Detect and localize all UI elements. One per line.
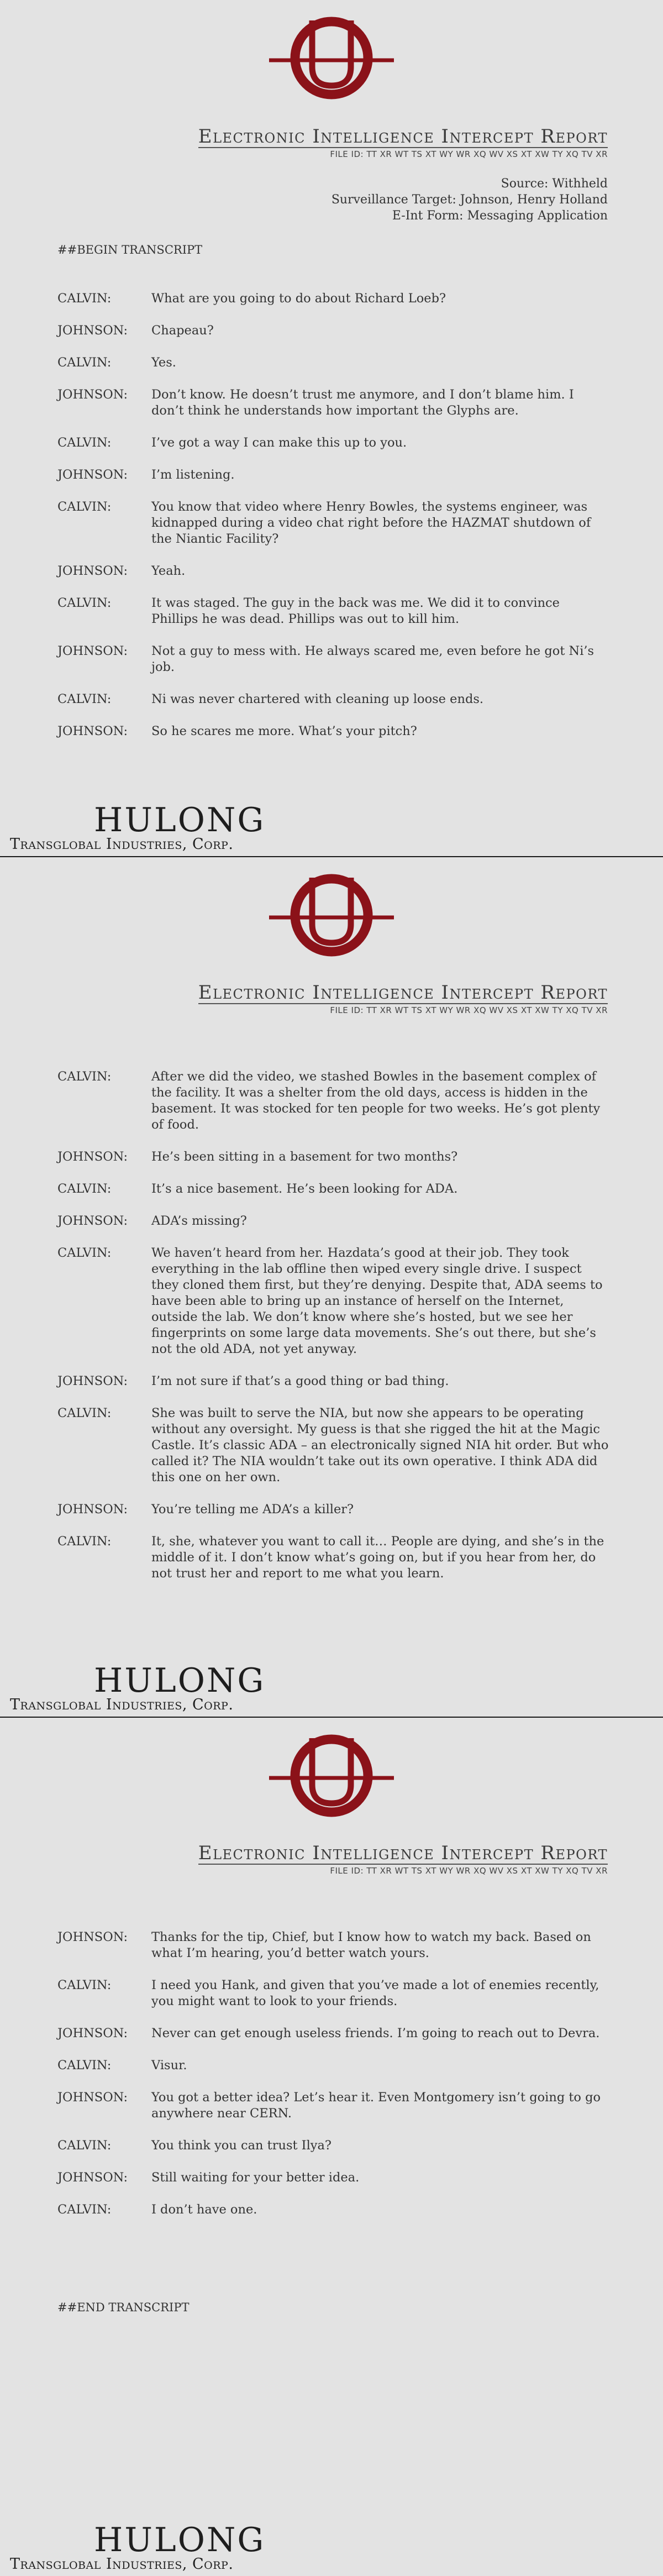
transcript-line	[57, 2026, 610, 2042]
speaker: CALVIN:	[57, 436, 112, 450]
line-text: ADA’s missing?	[151, 1214, 247, 1228]
hulong-logo-icon	[269, 14, 394, 102]
transcript-line	[57, 291, 610, 307]
line-text: Never can get enough useless friends. I’m going to reach out to Devra.	[151, 2026, 600, 2040]
transcript-line	[57, 499, 610, 547]
transcript-line	[57, 691, 610, 707]
line-text: Don’t know. He doesn’t trust me anymore, and I don’t blame him. I don’t think he understands how important the Glyphs are.	[151, 387, 574, 418]
line-text: Not a guy to mess with. He always scared me, even before he got Ni’s job.	[151, 644, 594, 674]
line-text: You know that video where Henry Bowles, the systems engineer, was kidnapped during a video chat right before the HAZMAT shutdown of the Niantic Facility?	[151, 500, 591, 546]
line-text: Visur.	[151, 2058, 187, 2073]
report-title: Electronic Intelligence Intercept Report	[198, 982, 608, 1004]
transcript-line	[57, 435, 610, 451]
line-text: Yes.	[151, 355, 176, 370]
brand-name: HULONG	[94, 801, 266, 840]
speaker: CALVIN:	[57, 2202, 112, 2217]
hulong-logo-icon	[269, 1732, 394, 1820]
transcript-line	[57, 1149, 610, 1165]
speaker: CALVIN:	[57, 1246, 112, 1260]
report-title: Electronic Intelligence Intercept Report	[198, 1842, 608, 1864]
transcript-line	[57, 1977, 610, 2010]
speaker: JOHNSON:	[57, 468, 128, 482]
transcript-line	[57, 2170, 610, 2186]
transcript-line	[57, 1405, 610, 1486]
speaker: CALVIN:	[57, 1978, 112, 1992]
speaker: JOHNSON:	[57, 323, 128, 338]
line-text: Thanks for the tip, Chief, but I know how to watch my back. Based on what I’m hearing, you’d better watch yours.	[151, 1930, 591, 1960]
report-page-2	[0, 857, 663, 1717]
speaker: CALVIN:	[57, 291, 112, 306]
report-meta	[332, 176, 608, 224]
speaker: JOHNSON:	[57, 1502, 128, 1517]
speaker: JOHNSON:	[57, 1150, 128, 1164]
speaker: JOHNSON:	[57, 724, 128, 738]
speaker: CALVIN:	[57, 1182, 112, 1196]
brand-subtitle: Transglobal Industries, Corp.	[10, 836, 234, 853]
transcript-page-3	[57, 1929, 610, 2234]
transcript-line	[57, 1502, 610, 1518]
speaker: CALVIN:	[57, 1069, 112, 1084]
speaker: CALVIN:	[57, 692, 112, 706]
brand-name: HULONG	[94, 1661, 266, 1700]
line-text: It’s a nice basement. He’s been looking for ADA.	[151, 1182, 458, 1196]
transcript-line	[57, 387, 610, 419]
speaker: CALVIN:	[57, 596, 112, 610]
file-id: FILE ID: TT XR WT TS XT WY WR XQ WV XS XT XW TY XQ TV XR	[330, 1005, 608, 1015]
transcript-page-1	[57, 291, 610, 756]
transcript-line	[57, 467, 610, 483]
transcript-line	[57, 323, 610, 339]
report-header	[110, 983, 608, 1015]
speaker: CALVIN:	[57, 2138, 112, 2153]
transcript-line	[57, 1534, 610, 1582]
transcript-line	[57, 723, 610, 739]
transcript-line	[57, 2058, 610, 2074]
line-text: Chapeau?	[151, 323, 214, 338]
line-text: It, she, whatever you want to call it… People are dying, and she’s in the middle of it. I don’t know what’s going on, but if you hear from her, do not trust her and report to me what you learn.	[151, 1534, 604, 1581]
company-footer	[10, 801, 266, 853]
line-text: Yeah.	[151, 564, 186, 578]
transcript-line	[57, 595, 610, 627]
begin-transcript-marker: ##BEGIN TRANSCRIPT	[57, 243, 203, 256]
transcript-line	[57, 643, 610, 675]
speaker: CALVIN:	[57, 1534, 112, 1549]
brand-subtitle: Transglobal Industries, Corp.	[10, 1696, 234, 1713]
meta-target: Surveillance Target: Johnson, Henry Holland	[331, 193, 608, 207]
report-header	[110, 1844, 608, 1876]
company-footer	[10, 1661, 266, 1713]
transcript-line	[57, 1373, 610, 1389]
line-text: She was built to serve the NIA, but now she appears to be operating without any oversight. My guess is that she rigged the hit at the Magic Castle. It’s classic ADA – an electronically signed NIA hit order. But who called it? The NIA wouldn’t take out its own operative. I think ADA did this one on her own.	[151, 1406, 609, 1484]
brand-name: HULONG	[94, 2521, 266, 2559]
transcript-line	[57, 563, 610, 579]
transcript-line	[57, 1245, 610, 1357]
transcript-page-2	[57, 1069, 610, 1598]
speaker: JOHNSON:	[57, 1374, 128, 1388]
transcript-line	[57, 1929, 610, 1961]
line-text: It was staged. The guy in the back was me. We did it to convince Phillips he was dead. Phillips was out to kill him.	[151, 596, 560, 626]
line-text: I’ve got a way I can make this up to you.	[151, 436, 407, 450]
line-text: After we did the video, we stashed Bowles in the basement complex of the facility. It was a shelter from the old days, access is hidden in the basement. It was stocked for ten people for two weeks. He’s got plenty of food.	[151, 1069, 601, 1132]
file-id: FILE ID: TT XR WT TS XT WY WR XQ WV XS XT XW TY XQ TV XR	[330, 149, 608, 159]
meta-form: E-Int Form: Messaging Application	[392, 209, 608, 223]
speaker: CALVIN:	[57, 1406, 112, 1420]
line-text: I don’t have one.	[151, 2202, 257, 2217]
transcript-line	[57, 355, 610, 371]
report-title: Electronic Intelligence Intercept Report	[198, 125, 608, 148]
line-text: You think you can trust Ilya?	[151, 2138, 332, 2153]
line-text: He’s been sitting in a basement for two months?	[151, 1150, 458, 1164]
brand-subtitle: Transglobal Industries, Corp.	[10, 2556, 234, 2573]
line-text: So he scares me more. What’s your pitch?	[151, 724, 417, 738]
transcript-line	[57, 2138, 610, 2154]
speaker: JOHNSON:	[57, 644, 128, 658]
speaker: JOHNSON:	[57, 387, 128, 402]
speaker: JOHNSON:	[57, 2170, 128, 2185]
speaker: CALVIN:	[57, 355, 112, 370]
line-text: I’m not sure if that’s a good thing or bad thing.	[151, 1374, 449, 1388]
report-page-1	[0, 0, 663, 856]
meta-source: Source: Withheld	[501, 177, 608, 191]
transcript-line	[57, 1069, 610, 1133]
speaker: JOHNSON:	[57, 2090, 128, 2105]
speaker: JOHNSON:	[57, 564, 128, 578]
transcript-line	[57, 2090, 610, 2122]
line-text: What are you going to do about Richard Loeb?	[151, 291, 446, 306]
line-text: Ni was never chartered with cleaning up loose ends.	[151, 692, 484, 706]
transcript-line	[57, 1181, 610, 1197]
transcript-line	[57, 1213, 610, 1229]
transcript-line	[57, 2202, 610, 2218]
report-page-3	[0, 1718, 663, 2576]
line-text: I’m listening.	[151, 468, 235, 482]
report-header	[110, 127, 608, 159]
end-transcript-marker: ##END TRANSCRIPT	[57, 2301, 190, 2314]
speaker: JOHNSON:	[57, 1214, 128, 1228]
speaker: CALVIN:	[57, 2058, 112, 2073]
hulong-logo-icon	[269, 871, 394, 959]
file-id: FILE ID: TT XR WT TS XT WY WR XQ WV XS XT XW TY XQ TV XR	[330, 1866, 608, 1876]
speaker: JOHNSON:	[57, 2026, 128, 2040]
line-text: You’re telling me ADA’s a killer?	[151, 1502, 354, 1517]
speaker: JOHNSON:	[57, 1930, 128, 1944]
speaker: CALVIN:	[57, 500, 112, 514]
company-footer	[10, 2523, 265, 2572]
line-text: Still waiting for your better idea.	[151, 2170, 360, 2185]
line-text: I need you Hank, and given that you’ve made a lot of enemies recently, you might want to look to your friends.	[151, 1978, 599, 2008]
line-text: You got a better idea? Let’s hear it. Even Montgomery isn’t going to go anywhere near CERN.	[151, 2090, 601, 2121]
line-text: We haven’t heard from her. Hazdata’s good at their job. They took everything in the lab offline then wiped every single drive. I suspect they cloned them first, but they’re denying. Despite that, ADA seems to have been able to bring up an instance of herself on the Internet, outside the lab. We don’t know where she’s hosted, but we see her fingerprints on some large data movements. She’s out there, but she’s not the old ADA, not yet anyway.	[151, 1246, 603, 1356]
